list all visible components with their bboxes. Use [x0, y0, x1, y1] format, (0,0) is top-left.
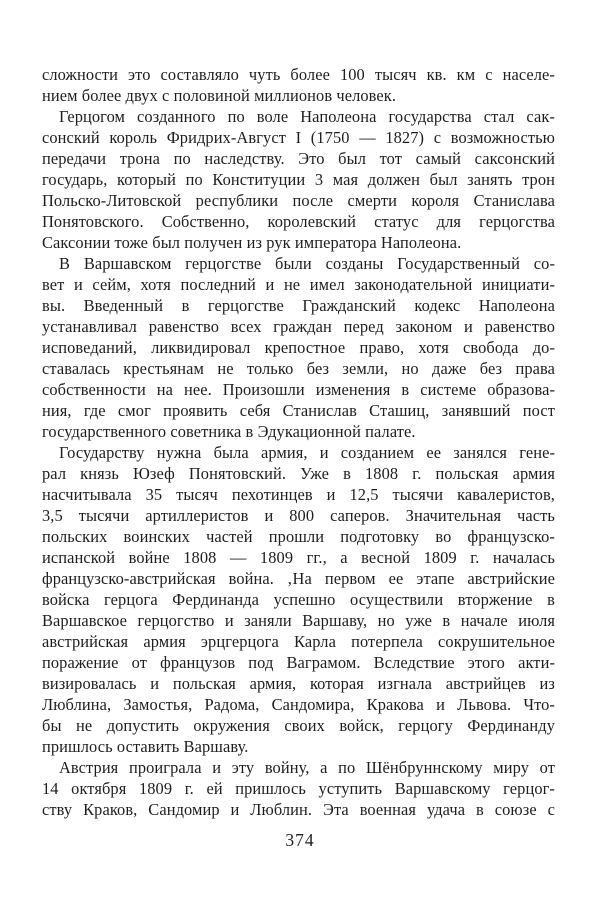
text-line: Герцогом созданного по воле Наполеона государства стал сак-	[59, 107, 555, 126]
paragraph	[42, 442, 555, 757]
paragraph	[42, 106, 555, 253]
text-line: Государству нужна была армия, и созданием ее занялся гене-	[59, 443, 555, 462]
text-line: сложности это составляло чуть более 100 тысяч кв. км с населе-	[42, 65, 555, 84]
text-line: ния, где смог проявить себя Станислав Сташиц, занявший пост	[42, 401, 555, 420]
text-line: В Варшавском герцогстве были созданы Государственный со-	[59, 254, 555, 273]
text-line: Австрия проиграла и эту войну, а по Шёнбруннскому миру от	[59, 758, 555, 777]
text-line: ству Краков, Сандомир и Люблин. Эта военная удача в союзе с	[42, 800, 555, 819]
paragraph	[42, 253, 555, 442]
text-line: австрийская армия эрцгерцога Карла потерпела сокрушительное	[42, 632, 555, 651]
text-line: французско-австрийская война. ‚На первом ее этапе австрийские	[42, 569, 555, 588]
text-line: 3,5 тысячи артиллеристов и 800 саперов. Значительная часть	[42, 506, 555, 525]
text-line: насчитывала 35 тысяч пехотинцев и 12,5 тысячи кавалеристов,	[42, 485, 555, 504]
text-line: войска герцога Фердинанда успешно осуществили вторжение в	[42, 590, 555, 609]
text-line: Польско-Литовской республики после смерти короля Станислава	[42, 191, 555, 210]
text-line: визировалась и польская армия, которая изгнала австрийцев из	[42, 674, 555, 693]
text-line: собственности на нее. Произошли изменения в системе образова-	[42, 380, 555, 399]
text-line: поражение от французов под Ваграмом. Вследствие этого акти-	[42, 653, 555, 672]
page-number: 374	[285, 830, 315, 850]
text-line: 14 октября 1809 г. ей пришлось уступить Варшавскому герцог-	[42, 779, 555, 798]
text-line: бы не допустить окружения своих войск, герцогу Фердинанду	[42, 716, 555, 735]
text-line: Понятовского. Собственно, королевский статус для герцогства	[42, 212, 555, 231]
paragraph	[42, 64, 555, 106]
text-line: польских воинских частей прошли подготовку во французско-	[42, 527, 555, 546]
text-line: устанавливал равенство всех граждан перед законом и равенство	[42, 317, 555, 336]
text-line: пришлось оставить Варшаву.	[42, 737, 249, 756]
text-line: исповеданий, ликвидировал крепостное право, хотя свобода до-	[42, 338, 555, 357]
text-line: вет и сейм, хотя последний и не имел законодательной инициати-	[42, 275, 555, 294]
text-line: Саксонии тоже был получен из рук императора Наполеона.	[42, 233, 462, 252]
text-line: вы. Введенный в герцогстве Гражданский кодекс Наполеона	[42, 296, 555, 315]
text-line: государственного советника в Эдукационной палате.	[42, 422, 416, 441]
paragraph	[42, 757, 555, 820]
text-line: Варшавское герцогство и заняли Варшаву, но уже в начале июля	[42, 611, 555, 630]
page-text	[42, 64, 555, 820]
text-line: государь, который по Конституции 3 мая должен был занять трон	[42, 170, 555, 189]
text-line: нием более двух с половиной миллионов человек.	[42, 86, 397, 105]
text-line: Люблина, Замостья, Радома, Сандомира, Кракова и Львова. Что-	[42, 695, 555, 714]
text-line: передачи трона по наследству. Это был тот самый саксонский	[42, 149, 555, 168]
text-line: испанской войне 1808 — 1809 гг., а весной 1809 г. началась	[42, 548, 555, 567]
text-line: ставалась крестьянам не только без земли, но даже без права	[42, 359, 555, 378]
text-line: рал князь Юзеф Понятовский. Уже в 1808 г. польская армия	[42, 464, 555, 483]
text-line: сонский король Фридрих-Август I (1750 — 1827) с возможностью	[42, 128, 555, 147]
